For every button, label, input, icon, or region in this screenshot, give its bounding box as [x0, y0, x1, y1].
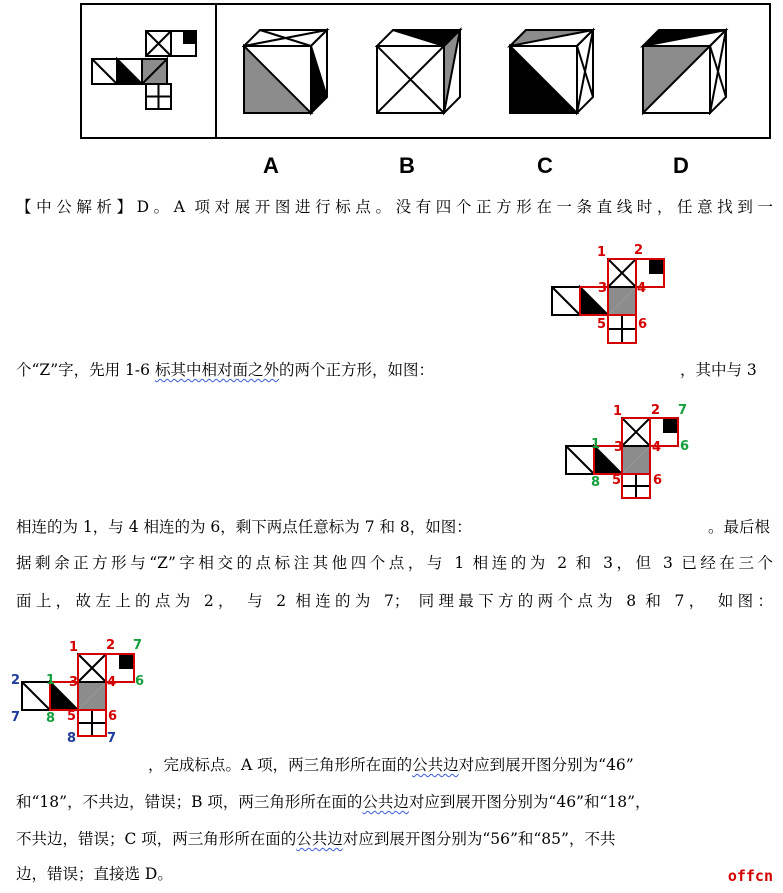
explanation-line-8: 不共边，错误；C 项，两三角形所在面的公共边对应到展开图分别为“56”和“85”，不共	[16, 830, 616, 848]
labeled-net-figure-1	[548, 238, 678, 348]
fig2-green-label: 1	[591, 437, 601, 452]
explanation-line-6: ，完成标点。A 项，两三角形所在面的公共边对应到展开图分别为“46”	[148, 756, 634, 774]
fig3-green-label: 1	[46, 673, 56, 688]
option-label-d: D	[673, 153, 689, 178]
labeled-net-figure-2	[562, 400, 702, 500]
question-figure	[0, 0, 783, 150]
fig2-red-label: 2	[651, 403, 661, 418]
wavy-underlined-text: 公共边	[296, 830, 343, 848]
fig1-label: 6	[638, 317, 648, 332]
fig3-red-label: 1	[69, 640, 79, 655]
explanation-line-3-tail: 。最后根	[708, 518, 771, 536]
cube-net	[92, 31, 196, 109]
explanation-line-1: 【中公解析】D。A 项对展开图进行标点。没有四个正方形在一条直线时，任意找到一	[16, 198, 773, 216]
fig3-blue-label: 7	[107, 731, 117, 746]
fig2-green-label: 8	[591, 475, 601, 490]
fig3-blue-label: 7	[11, 710, 21, 725]
explanation-line-5: 面上，故左上的点为 2， 与 2 相连的为 7； 同理最下方的两个点为 8 和 7， 如图：	[16, 592, 773, 610]
fig2-green-label: 7	[678, 403, 688, 418]
fig3-red-label: 2	[106, 638, 116, 653]
fig3-green-label: 8	[46, 711, 56, 726]
fig3-red-label: 4	[107, 675, 117, 690]
explanation-line-9: 边，错误；直接选 D。	[16, 865, 173, 883]
explanation-line-3: 相连的为 1，与 4 相连的为 6，剩下两点任意标为 7 和 8，如图：	[16, 518, 472, 536]
option-label-b: B	[399, 153, 415, 178]
fig3-green-label: 6	[135, 674, 145, 689]
fig2-red-label: 5	[612, 473, 622, 488]
option-a-cube	[244, 30, 327, 113]
offcn-watermark: offcn	[727, 867, 773, 885]
fig1-label: 5	[597, 317, 607, 332]
fig2-red-label: 4	[652, 440, 662, 455]
fig1-label: 2	[634, 243, 644, 258]
wavy-underlined-text: 公共边	[362, 793, 409, 811]
wavy-underlined-text: 标其中相对面之外	[154, 361, 279, 379]
fig2-red-label: 1	[613, 404, 623, 419]
fig1-label: 3	[598, 281, 608, 296]
labeled-net-figure-3	[8, 634, 158, 746]
explanation-line-2-tail: ，其中与 3	[680, 361, 757, 379]
explanation-line-2: 个“Z”字，先用 1-6 标其中相对面之外的两个正方形，如图：	[16, 361, 434, 379]
fig3-blue-label: 2	[11, 673, 21, 688]
fig3-red-label: 5	[67, 709, 77, 724]
explanation-line-4: 据剩余正方形与“Z”字相交的点标注其他四个点，与 1 相连的为 2 和 3，但 3 已经在三个	[16, 554, 773, 572]
fig3-red-label: 3	[69, 675, 79, 690]
fig3-blue-label: 8	[67, 731, 77, 746]
fig3-red-label: 6	[108, 709, 118, 724]
fig1-label: 4	[637, 281, 647, 296]
explanation-line-7: 和“18”，不共边，错误；B 项，两三角形所在面的公共边对应到展开图分别为“46”和“18”，	[16, 793, 651, 811]
option-label-c: C	[537, 153, 553, 178]
option-d-cube	[643, 30, 726, 113]
fig1-label: 1	[597, 245, 607, 260]
option-label-a: A	[263, 153, 279, 178]
fig2-green-label: 6	[680, 439, 690, 454]
option-b-cube	[377, 30, 460, 113]
option-c-cube	[510, 30, 593, 113]
fig2-red-label: 6	[653, 473, 663, 488]
fig3-green-label: 7	[133, 638, 143, 653]
fig2-red-label: 3	[614, 440, 624, 455]
wavy-underlined-text: 公共边	[412, 756, 459, 774]
